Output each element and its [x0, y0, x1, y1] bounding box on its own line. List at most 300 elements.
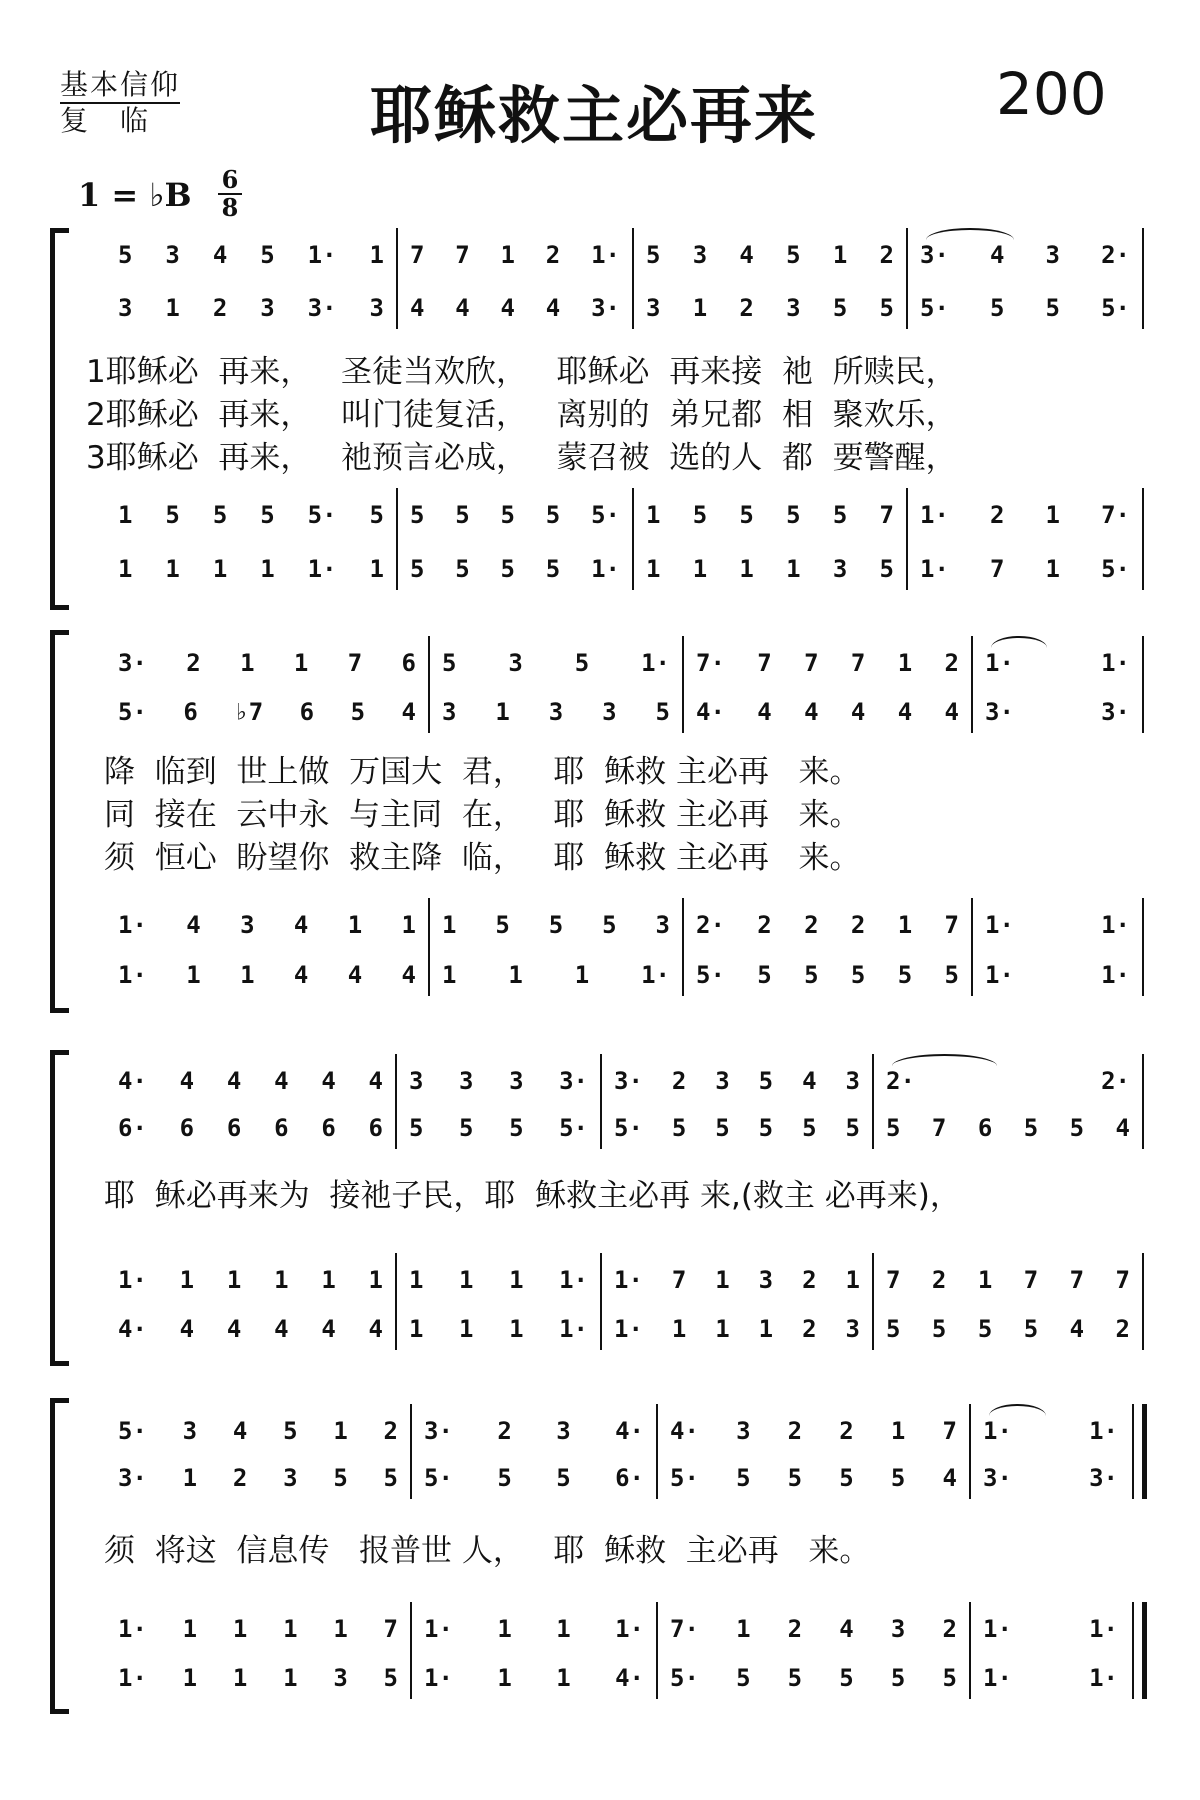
lyric-line-1: 降 临到 世上做 万国大 君， 耶 稣救 主必再 来。	[104, 754, 861, 790]
note: 5	[500, 501, 515, 529]
note: 2	[383, 1417, 398, 1445]
note: 1·	[591, 241, 620, 269]
barline	[395, 1253, 397, 1350]
note: 5	[1023, 1315, 1039, 1343]
note: 7	[990, 555, 1005, 583]
note: 1	[186, 961, 201, 989]
note: 5	[574, 649, 590, 677]
barline	[656, 1602, 658, 1699]
note: 5·	[670, 1464, 699, 1492]
treble-measure	[118, 699, 416, 725]
bass-measure	[614, 1316, 860, 1342]
treble-measure	[614, 1115, 860, 1141]
note: 5	[1069, 1114, 1085, 1142]
note: 3	[369, 294, 384, 322]
lyric-line-2: 2耶稣必 再来， 叫门徒复活， 离别的 弟兄都 相 聚欢乐，	[86, 397, 957, 433]
bass-measure	[442, 912, 670, 938]
system-bracket	[50, 228, 69, 610]
note: 1	[321, 1266, 336, 1294]
note: 3·	[118, 649, 147, 677]
note: 5	[509, 1114, 524, 1142]
barline	[872, 1054, 874, 1149]
note: 5	[671, 1114, 687, 1142]
note: 7	[1115, 1266, 1130, 1294]
barline	[396, 228, 398, 329]
note: 4	[1115, 1114, 1130, 1142]
note: 4	[410, 294, 425, 322]
treble-measure	[118, 1465, 398, 1491]
note: 1	[692, 555, 708, 583]
note: 3	[655, 911, 670, 939]
note: 2	[232, 1464, 248, 1492]
note: 1	[890, 1417, 906, 1445]
note: 3·	[985, 698, 1014, 726]
note: 5	[787, 1664, 803, 1692]
note: 1	[671, 1315, 687, 1343]
note: 3	[409, 1067, 424, 1095]
note: 5	[758, 1114, 774, 1142]
bass-measure	[985, 962, 1130, 988]
note: 4	[226, 1067, 242, 1095]
treble-measure	[614, 1068, 860, 1094]
note: 1	[442, 911, 457, 939]
lyric-line-1: 1耶稣必 再来， 圣徒当欢欣， 耶稣必 再来接 祂 所赎民，	[86, 354, 957, 390]
bass-measure	[409, 1316, 588, 1342]
note: 4	[293, 911, 309, 939]
note: 5	[548, 911, 564, 939]
note: 2	[497, 1417, 512, 1445]
note: 5	[1045, 294, 1060, 322]
note: 3·	[614, 1067, 643, 1095]
barline	[395, 1054, 397, 1149]
treble-measure	[424, 1418, 644, 1444]
note: 4·	[615, 1417, 644, 1445]
treble-measure	[886, 1115, 1130, 1141]
treble-measure	[985, 650, 1130, 676]
note: 2	[804, 911, 819, 939]
note: 1	[459, 1266, 474, 1294]
barline	[600, 1054, 602, 1149]
note: 5	[890, 1664, 906, 1692]
note: 1	[758, 1315, 774, 1343]
note: 7	[804, 649, 819, 677]
lyric-line-3: 3耶稣必 再来， 祂预言必成， 蒙召被 选的人 都 要警醒，	[86, 440, 957, 476]
note: 5	[383, 1464, 398, 1492]
note: 1·	[985, 911, 1014, 939]
barline	[872, 1253, 874, 1350]
note: 5·	[591, 501, 620, 529]
note: 4	[739, 241, 754, 269]
note: 5	[410, 555, 425, 583]
note: 7	[850, 649, 866, 677]
bass-measure	[886, 1316, 1130, 1342]
system-bracket	[50, 630, 69, 1013]
note: 3	[442, 698, 457, 726]
note: 1	[347, 911, 363, 939]
note: 1	[556, 1615, 571, 1643]
note: 4	[500, 294, 515, 322]
barline	[1142, 488, 1144, 590]
note: 5·	[118, 698, 147, 726]
note: 5	[455, 555, 470, 583]
note: 3·	[1101, 698, 1130, 726]
note: 2·	[1101, 241, 1130, 269]
note: 3	[646, 294, 661, 322]
note: 5	[283, 1417, 298, 1445]
barline	[1142, 1253, 1144, 1350]
note: 7	[455, 241, 470, 269]
treble-measure	[409, 1115, 588, 1141]
note: 2	[879, 241, 894, 269]
note: 5	[944, 961, 959, 989]
note: 3	[283, 1464, 298, 1492]
note: 2	[990, 501, 1005, 529]
note: 5	[655, 698, 670, 726]
note: 6	[977, 1114, 993, 1142]
note: 3	[1045, 241, 1060, 269]
note: 5	[602, 911, 617, 939]
note: 1	[368, 1266, 383, 1294]
note: 3	[602, 698, 617, 726]
note: 5	[839, 1664, 854, 1692]
note: 5·	[118, 1417, 147, 1445]
note: 5	[736, 1464, 751, 1492]
note: 6·	[615, 1464, 644, 1492]
note: 5	[409, 1114, 424, 1142]
note: 5	[757, 961, 772, 989]
note: 4	[212, 241, 228, 269]
note: 3·	[559, 1067, 588, 1095]
note: 5·	[614, 1114, 643, 1142]
note: 3	[556, 1417, 571, 1445]
note: 1·	[614, 1315, 643, 1343]
note: 1	[179, 1266, 195, 1294]
note: 5	[212, 501, 228, 529]
note: 1	[369, 241, 384, 269]
bass-measure	[424, 1616, 644, 1642]
note: 5	[383, 1664, 398, 1692]
note: 4	[293, 961, 309, 989]
note: 3	[786, 294, 801, 322]
note: 7	[942, 1417, 957, 1445]
note: 7	[879, 501, 894, 529]
note: 5	[845, 1114, 860, 1142]
note: 3	[548, 698, 564, 726]
note: 5	[879, 294, 894, 322]
barline	[1142, 898, 1144, 996]
bass-measure	[983, 1616, 1118, 1642]
note: 1·	[1101, 961, 1130, 989]
note: 1	[1045, 555, 1060, 583]
bass-measure	[118, 556, 384, 582]
note: 5	[990, 294, 1005, 322]
note: 3	[260, 294, 275, 322]
note: ♭7	[234, 698, 264, 726]
bass-measure	[118, 1616, 398, 1642]
category-bottom: 复 临	[60, 104, 151, 137]
treble-measure	[442, 699, 670, 725]
note: 4	[897, 698, 913, 726]
note: 3	[758, 1266, 774, 1294]
time-signature	[218, 165, 242, 222]
barline	[656, 1404, 658, 1499]
note: 5	[886, 1114, 901, 1142]
note: 1	[182, 1615, 198, 1643]
barline	[969, 1602, 971, 1699]
note: 3	[736, 1417, 751, 1445]
barline	[632, 228, 634, 329]
note: 1·	[641, 961, 670, 989]
note: 4	[179, 1067, 195, 1095]
note: 2	[787, 1417, 803, 1445]
lyric-line-1: 须 将这 信息传 报普世 人， 耶 稣救 主必再 来。	[104, 1533, 871, 1569]
note: 1	[646, 501, 661, 529]
note: 5	[804, 961, 819, 989]
note: 3	[165, 241, 180, 269]
time-signature-bottom: 8	[221, 193, 239, 222]
note: 1·	[118, 911, 147, 939]
note: 1	[165, 294, 180, 322]
treble-measure	[118, 1418, 398, 1444]
barline	[906, 488, 908, 590]
bass-measure	[985, 912, 1130, 938]
note: 5	[832, 294, 848, 322]
note: 5	[931, 1315, 947, 1343]
note: 3·	[307, 294, 337, 322]
note: 1·	[1089, 1664, 1118, 1692]
note: 6·	[118, 1114, 147, 1142]
note: 1	[497, 1615, 512, 1643]
treble-measure	[983, 1418, 1118, 1444]
note: 4	[804, 698, 819, 726]
note: 1·	[920, 501, 949, 529]
note: 1·	[615, 1615, 644, 1643]
note: 5	[556, 1464, 571, 1492]
treble-measure	[670, 1418, 957, 1444]
note: 1	[182, 1664, 198, 1692]
note: 5	[442, 649, 457, 677]
note: 7	[757, 649, 772, 677]
note: 1	[333, 1615, 348, 1643]
note: 5	[942, 1664, 957, 1692]
note: 2	[850, 911, 866, 939]
note: 1	[508, 961, 523, 989]
note: 4	[839, 1615, 854, 1643]
note: 3·	[983, 1464, 1012, 1492]
note: 4	[802, 1067, 817, 1095]
note: 1	[739, 555, 754, 583]
barline	[410, 1404, 412, 1499]
lyric-line-1: 耶 稣必再来为 接祂子民，耶 稣救主必再 来,(救主 必再来)，	[104, 1178, 961, 1214]
bass-measure	[614, 1267, 860, 1293]
final-barline-thin	[1132, 1602, 1134, 1699]
bass-measure	[424, 1665, 644, 1691]
barline	[600, 1253, 602, 1350]
note: 4	[368, 1067, 383, 1095]
barline	[906, 228, 908, 329]
bass-measure	[983, 1665, 1118, 1691]
note: 5	[165, 501, 180, 529]
note: 5	[879, 555, 894, 583]
treble-measure	[696, 699, 959, 725]
note: 1·	[307, 241, 337, 269]
lyric-line-3: 须 恒心 盼望你 救主降 临， 耶 稣救 主必再 来。	[104, 840, 861, 876]
note: 2	[942, 1615, 957, 1643]
note: 1	[495, 698, 510, 726]
barline	[682, 636, 684, 733]
note: 3	[715, 1067, 730, 1095]
note: 3	[182, 1417, 198, 1445]
note: 1	[240, 961, 255, 989]
barline	[428, 898, 430, 996]
treble-measure	[118, 295, 384, 321]
treble-measure	[646, 242, 894, 268]
note: 7	[347, 649, 363, 677]
barline	[971, 636, 973, 733]
note: 5	[692, 501, 708, 529]
note: 2	[1115, 1315, 1130, 1343]
note: 5	[410, 501, 425, 529]
note: 1·	[118, 1664, 147, 1692]
note: 1·	[559, 1266, 588, 1294]
note: 1	[283, 1664, 298, 1692]
bass-measure	[409, 1267, 588, 1293]
slur	[991, 636, 1047, 648]
barline	[969, 1404, 971, 1499]
note: 5	[260, 501, 275, 529]
barline	[410, 1602, 412, 1699]
note: 1	[283, 1615, 298, 1643]
note: 5·	[920, 294, 949, 322]
note: 5	[350, 698, 366, 726]
note: 1	[715, 1315, 730, 1343]
bass-measure	[410, 502, 620, 528]
hymn-number: 200	[996, 60, 1107, 128]
note: 1·	[591, 555, 620, 583]
note: 5	[850, 961, 866, 989]
note: 5·	[1101, 294, 1130, 322]
note: 1	[165, 555, 180, 583]
note: 5	[839, 1464, 854, 1492]
treble-measure	[118, 1115, 383, 1141]
note: 4·	[670, 1417, 699, 1445]
bass-measure	[118, 502, 384, 528]
note: 3·	[1089, 1464, 1118, 1492]
note: 1	[232, 1664, 248, 1692]
note: 1	[226, 1266, 242, 1294]
note: 1	[1045, 501, 1060, 529]
note: 2	[757, 911, 772, 939]
treble-measure	[696, 650, 959, 676]
note: 5	[495, 911, 510, 939]
note: 1·	[614, 1266, 643, 1294]
bass-measure	[442, 962, 670, 988]
note: 7·	[1101, 501, 1130, 529]
final-barline	[1142, 1404, 1147, 1499]
note: 2	[212, 294, 228, 322]
note: 4·	[615, 1664, 644, 1692]
category-top: 基本信仰	[60, 68, 180, 104]
barline	[428, 636, 430, 733]
treble-measure	[118, 1068, 383, 1094]
note: 3	[832, 555, 848, 583]
note: 5	[739, 501, 754, 529]
note: 7·	[696, 649, 725, 677]
note: 6	[226, 1114, 242, 1142]
note: 1	[692, 294, 708, 322]
note: 1	[845, 1266, 860, 1294]
note: 2	[671, 1067, 687, 1095]
note: 5	[786, 241, 801, 269]
treble-measure	[920, 242, 1130, 268]
note: 2	[545, 241, 561, 269]
note: 2	[944, 649, 959, 677]
note: 1	[715, 1266, 730, 1294]
note: 3	[240, 911, 255, 939]
note: 2	[802, 1266, 817, 1294]
note: 4	[757, 698, 772, 726]
note: 5·	[307, 501, 337, 529]
key-signature: 1 = ♭B	[78, 176, 192, 214]
note: 7	[886, 1266, 901, 1294]
bass-measure	[920, 556, 1130, 582]
treble-measure	[920, 295, 1130, 321]
note: 4	[274, 1067, 289, 1095]
note: 4	[944, 698, 959, 726]
note: 6	[368, 1114, 383, 1142]
note: 5·	[1101, 555, 1130, 583]
note: 1	[500, 241, 515, 269]
note: 1·	[424, 1615, 453, 1643]
note: 1	[333, 1417, 348, 1445]
barline	[1142, 636, 1144, 733]
note: 1	[736, 1615, 751, 1643]
note: 1	[260, 555, 275, 583]
note: 5·	[670, 1664, 699, 1692]
note: 5	[786, 501, 801, 529]
note: 1	[574, 961, 590, 989]
note: 1	[409, 1315, 424, 1343]
note: 1	[182, 1464, 198, 1492]
note: 6	[321, 1114, 336, 1142]
note: 1·	[985, 961, 1014, 989]
note: 1·	[307, 555, 337, 583]
note: 4	[321, 1067, 336, 1095]
treble-measure	[410, 295, 620, 321]
note: 1	[509, 1266, 524, 1294]
note: 1·	[118, 1615, 147, 1643]
note: 5	[897, 961, 913, 989]
treble-measure	[983, 1465, 1118, 1491]
system-bracket	[50, 1050, 69, 1366]
bass-measure	[920, 502, 1130, 528]
final-barline-thin	[1132, 1404, 1134, 1499]
bass-measure	[696, 912, 959, 938]
note: 2·	[1101, 1067, 1130, 1095]
note: 2	[802, 1315, 817, 1343]
note: 4·	[118, 1315, 147, 1343]
note: 5	[545, 501, 561, 529]
note: 1	[556, 1664, 571, 1692]
note: 2	[931, 1266, 947, 1294]
note: 3	[459, 1067, 474, 1095]
bass-measure	[886, 1267, 1130, 1293]
note: 4	[368, 1315, 383, 1343]
note: 2	[839, 1417, 854, 1445]
note: 5	[736, 1664, 751, 1692]
note: 5·	[696, 961, 725, 989]
note: 6	[179, 1114, 195, 1142]
